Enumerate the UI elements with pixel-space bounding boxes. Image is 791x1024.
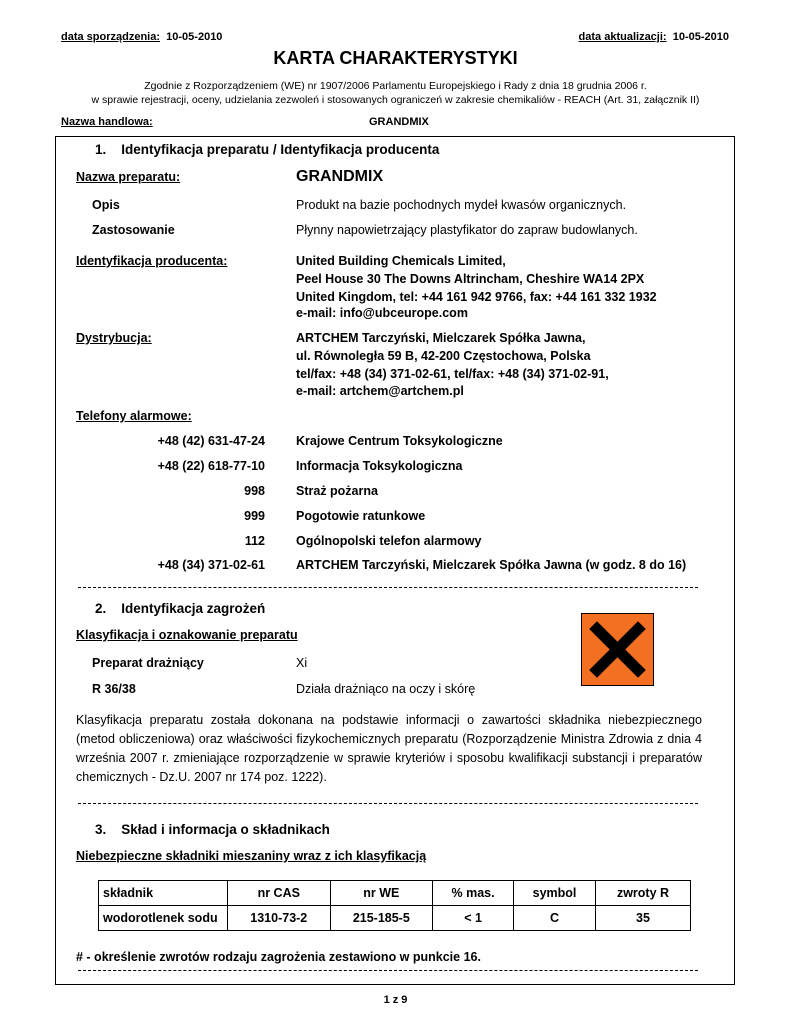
distribution-line: ul. Równoległa 59 B, 42-200 Częstochowa, Polska [296,349,591,363]
table-row [99,906,691,931]
table-cell: 35 [596,906,691,931]
usage-value: Płynny napowietrzający plastyfikator do zapraw budowlanych. [296,223,638,237]
description-value: Produkt na bazie pochodnych mydeł kwasów organicznych. [296,198,627,212]
table-cell: C [514,906,596,931]
alarm-phone-number: 998 [244,484,265,498]
section-divider [78,803,698,804]
updated-date [579,31,729,43]
alarm-phone-number: +48 (42) 631-47-24 [157,434,265,448]
alarm-phone-name: Pogotowie ratunkowe [296,509,426,523]
x-cross-icon [582,614,653,685]
table-header-cell: symbol [514,881,596,906]
alarm-phone-number: +48 (22) 618-77-10 [157,459,265,473]
irritant-label: Preparat drażniący [92,656,204,670]
r-phrase-label: R 36/38 [92,682,136,696]
classification-label: Klasyfikacja i oznakowanie preparatu [76,628,298,642]
producer-label: Identyfikacja producenta: [76,254,228,268]
page-number: 1 z 9 [383,994,408,1006]
usage-label: Zastosowanie [92,223,175,237]
table-cell: wodorotlenek sodu [99,906,228,931]
table-cell: < 1 [433,906,514,931]
created-label: data sporządzenia: [61,31,161,43]
components-table [98,880,691,931]
alarm-phone-number: 112 [244,534,265,548]
alarm-phone-name: Krajowe Centrum Toksykologiczne [296,434,503,448]
section-3-title: 3. Skład i informacja o składnikach [95,822,330,837]
alarm-phone-name: Straż pożarna [296,484,378,498]
footnote: # - określenie zwrotów rodzaju zagrożenia zestawiono w punkcie 16. [76,950,481,964]
distribution-label: Dystrybucja: [76,331,152,345]
hazardous-components-label: Niebezpieczne składniki mieszaniny wraz z ich klasyfikacją [76,849,427,863]
r-phrase-value: Działa drażniąco na oczy i skórę [296,682,476,696]
created-date [61,31,222,43]
alarm-phone-name: Ogólnopolski telefon alarmowy [296,534,482,548]
regulation-line-2: w sprawie rejestracji, oceny, udzielania zezwoleń i stosowanych ograniczeń w zakresie chemikaliów - REACH (Art. 31, załącznik II) [91,94,700,106]
alarm-phones-label: Telefony alarmowe: [76,409,192,423]
producer-email[interactable]: e-mail: info@ubceurope.com [296,306,468,320]
table-header-row [99,881,691,906]
product-name-label: Nazwa preparatu: [76,170,181,184]
section-1-title: 1. Identyfikacja preparatu / Identyfikacja producenta [95,142,440,157]
alarm-phone-name: Informacja Toksykologiczna [296,459,463,473]
section-2-title: 2. Identyfikacja zagrożeń [95,601,266,616]
table-cell: 1310-73-2 [228,906,331,931]
producer-line: United Kingdom, tel: +44 161 942 9766, fax: +44 161 332 1932 [296,290,657,304]
alarm-phone-number: +48 (34) 371-02-61 [157,558,265,572]
table-header-cell: % mas. [433,881,514,906]
distribution-email[interactable]: e-mail: artchem@artchem.pl [296,384,464,398]
updated-label: data aktualizacji: [578,31,667,43]
producer-line: United Building Chemicals Limited, [296,254,506,268]
created-value: 10-05-2010 [166,31,223,43]
alarm-phone-number: 999 [244,509,265,523]
irritant-hazard-pictogram [581,613,654,686]
page-title: KARTA CHARAKTERYSTYKI [273,48,518,68]
table-header-cell: nr WE [330,881,433,906]
table-header-cell: zwroty R [596,881,691,906]
table-header-cell: nr CAS [228,881,331,906]
distribution-line: ARTCHEM Tarczyński, Mielczarek Spółka Jawna, [296,331,586,345]
section-divider [78,587,698,588]
table-header-cell: składnik [99,881,228,906]
trade-name-value: GRANDMIX [369,116,429,128]
description-label: Opis [92,198,120,212]
distribution-line: tel/fax: +48 (34) 371-02-61, tel/fax: +48 (34) 371-02-91, [296,367,609,381]
updated-value: 10-05-2010 [672,31,729,43]
alarm-phone-name: ARTCHEM Tarczyński, Mielczarek Spółka Jawna (w godz. 8 do 16) [296,558,687,572]
producer-line: Peel House 30 The Downs Altrincham, Cheshire WA14 2PX [296,272,645,286]
classification-paragraph: Klasyfikacja preparatu została dokonana na podstawie informacji o zawartości składnika niebezpiecznego (metod obliczeniowa) oraz właściwości fizykochemicznych preparatu (Rozporządzenie Ministra Zdrowia z dnia 4 września 2007 r. zmieniające rozporządzenie w sprawie kryteriów i sposobu kwalifikacji substancji i preparatów chemicznych - Dz.U. 2007 nr 174 poz. 1222). [76,713,702,784]
section-divider [78,970,698,971]
irritant-value: Xi [296,656,308,670]
table-cell: 215-185-5 [330,906,433,931]
trade-name-label: Nazwa handlowa: [61,116,153,128]
regulation-line-1: Zgodnie z Rozporządzeniem (WE) nr 1907/2006 Parlamentu Europejskiego i Rady z dnia 18 grudnia 2006 r. [144,80,647,92]
product-name-value: GRANDMIX [296,168,384,185]
